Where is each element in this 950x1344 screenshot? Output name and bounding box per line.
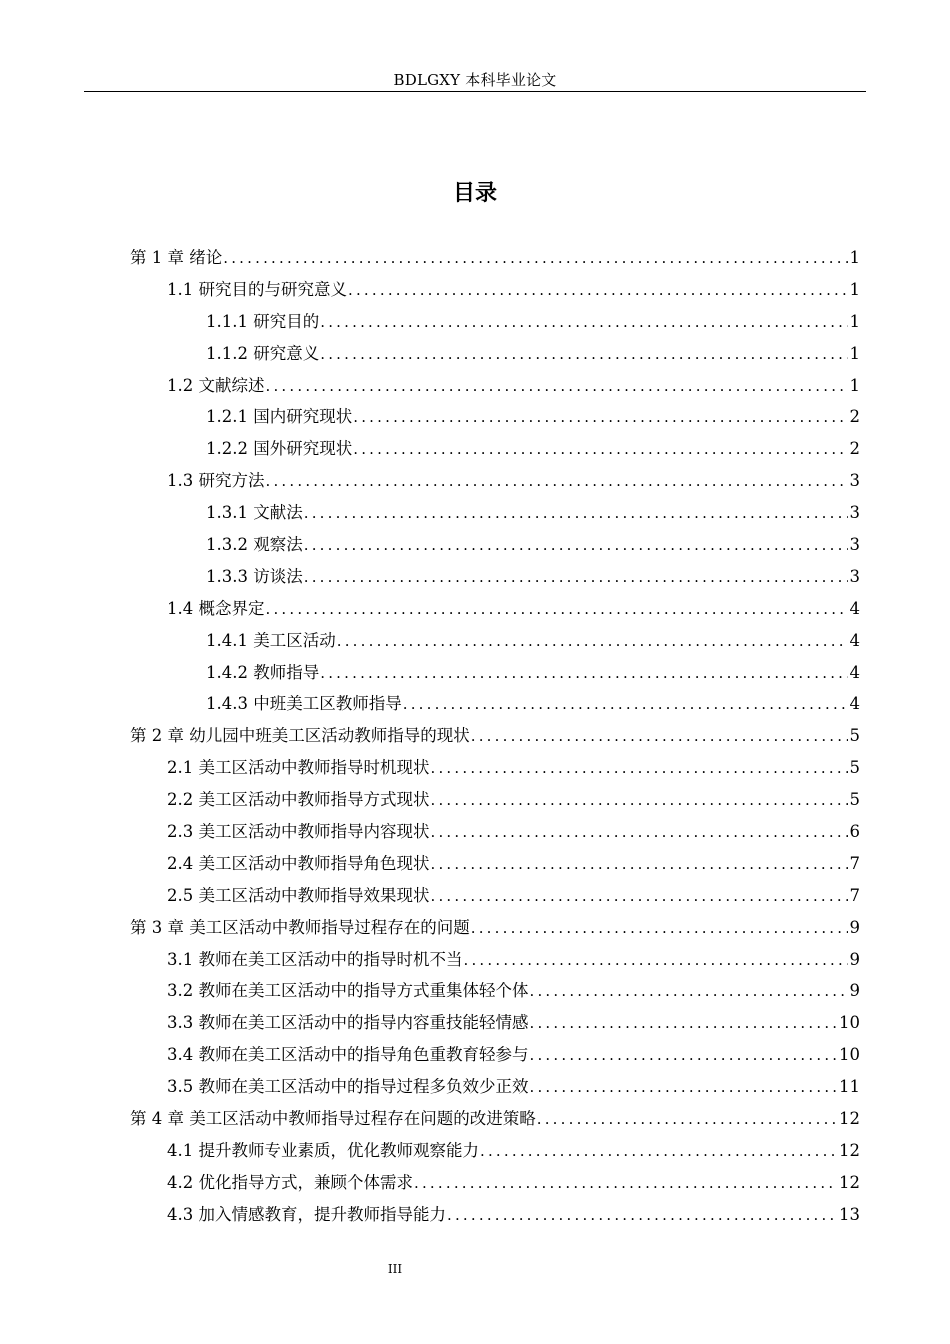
- toc-entry[interactable]: [130, 975, 860, 1007]
- toc-entry-title: 第 4 章 美工区活动中教师指导过程存在问题的改进策略: [130, 1109, 536, 1129]
- toc-entry-title: 4.3 加入情感教育，提升教师指导能力: [167, 1204, 446, 1224]
- toc-entry-title: 1.4.2 教师指导: [206, 662, 320, 682]
- toc-entry-title: 1.1.1 研究目的: [206, 311, 320, 331]
- toc-entry[interactable]: [130, 274, 860, 306]
- toc-entry[interactable]: [130, 880, 860, 912]
- toc-entry[interactable]: [130, 497, 860, 529]
- toc-entry-title: 1.3.1 文献法: [206, 503, 303, 523]
- toc-dot-leader: [304, 530, 848, 562]
- toc-entry-page: 4: [849, 694, 860, 714]
- toc-entry[interactable]: [130, 1071, 860, 1103]
- toc-entry-title: 1.2 文献综述: [167, 375, 265, 395]
- toc-dot-leader: [337, 626, 848, 658]
- header-rule: [84, 91, 866, 92]
- toc-entry-page: 1: [849, 343, 860, 363]
- toc-dot-leader: [530, 1008, 838, 1040]
- toc-entry-page: 11: [839, 1077, 860, 1097]
- toc-dot-leader: [537, 1104, 837, 1136]
- toc-entry-title: 3.2 教师在美工区活动中的指导方式重集体轻个体: [167, 981, 529, 1001]
- toc-entry-title: 1.3.2 观察法: [206, 535, 303, 555]
- toc-entry-page: 3: [849, 471, 860, 491]
- toc-dot-leader: [223, 243, 847, 275]
- toc-entry-title: 1.2.2 国外研究现状: [206, 439, 353, 459]
- toc-entry-page: 5: [849, 758, 860, 778]
- toc-entry-page: 10: [839, 1045, 860, 1065]
- toc-entry[interactable]: [130, 1103, 860, 1135]
- toc-entry-page: 4: [849, 598, 860, 618]
- toc-dot-leader: [431, 849, 848, 881]
- toc-entry-title: 2.1 美工区活动中教师指导时机现状: [167, 758, 430, 778]
- toc-dot-leader: [266, 371, 848, 403]
- toc-entry-title: 第 3 章 美工区活动中教师指导过程存在的问题: [130, 917, 470, 937]
- toc-entry-page: 2: [849, 439, 860, 459]
- toc-entry-title: 1.3 研究方法: [167, 471, 265, 491]
- toc-entry[interactable]: [130, 816, 860, 848]
- toc-dot-leader: [353, 434, 847, 466]
- toc-entry[interactable]: [130, 657, 860, 689]
- toc-entry[interactable]: [130, 1167, 860, 1199]
- toc-entry-title: 2.4 美工区活动中教师指导角色现状: [167, 853, 430, 873]
- toc-entry-title: 3.4 教师在美工区活动中的指导角色重教育轻参与: [167, 1045, 529, 1065]
- toc-entry[interactable]: [130, 720, 860, 752]
- toc-dot-leader: [304, 562, 848, 594]
- toc-entry-title: 2.3 美工区活动中教师指导内容现状: [167, 822, 430, 842]
- toc-entry-title: 3.5 教师在美工区活动中的指导过程多负效少正效: [167, 1077, 529, 1097]
- toc-entry[interactable]: [130, 912, 860, 944]
- toc-dot-leader: [431, 881, 848, 913]
- toc-entry[interactable]: [130, 433, 860, 465]
- toc-entry-page: 12: [839, 1109, 860, 1129]
- page-header: BDLGXY 本科毕业论文: [393, 71, 557, 89]
- toc-entry-page: 2: [849, 407, 860, 427]
- toc-entry[interactable]: [130, 401, 860, 433]
- toc-dot-leader: [353, 402, 847, 434]
- toc-dot-leader: [414, 1168, 837, 1200]
- table-of-contents: [130, 242, 860, 1231]
- toc-entry-title: 1.1 研究目的与研究意义: [167, 279, 347, 299]
- toc-entry[interactable]: [130, 784, 860, 816]
- toc-entry[interactable]: [130, 848, 860, 880]
- toc-entry-title: 第 1 章 绪论: [130, 248, 223, 267]
- toc-entry-title: 1.4 概念界定: [167, 598, 265, 618]
- toc-dot-leader: [471, 721, 848, 753]
- toc-dot-leader: [304, 498, 848, 530]
- toc-entry[interactable]: [130, 593, 860, 625]
- toc-dot-leader: [320, 307, 847, 339]
- toc-dot-leader: [530, 1040, 838, 1072]
- toc-dot-leader: [431, 817, 848, 849]
- toc-entry-page: 1: [849, 248, 860, 267]
- page-number: III: [387, 1262, 403, 1276]
- toc-entry[interactable]: [130, 529, 860, 561]
- toc-entry-page: 10: [839, 1013, 860, 1033]
- toc-entry-page: 13: [839, 1204, 860, 1224]
- toc-entry-page: 3: [849, 566, 860, 586]
- toc-entry[interactable]: [130, 561, 860, 593]
- toc-entry-page: 4: [849, 662, 860, 682]
- toc-entry[interactable]: [130, 1007, 860, 1039]
- toc-entry-page: 3: [849, 535, 860, 555]
- toc-entry-title: 3.3 教师在美工区活动中的指导内容重技能轻情感: [167, 1013, 529, 1033]
- toc-entry-page: 7: [849, 853, 860, 873]
- toc-entry-page: 5: [849, 726, 860, 746]
- toc-dot-leader: [320, 658, 847, 690]
- toc-dot-leader: [266, 594, 848, 626]
- toc-entry-title: 1.3.3 访谈法: [206, 566, 303, 586]
- toc-dot-leader: [530, 976, 848, 1008]
- toc-entry-page: 9: [849, 949, 860, 969]
- toc-entry-page: 12: [839, 1140, 860, 1160]
- toc-entry-title: 3.1 教师在美工区活动中的指导时机不当: [167, 949, 463, 969]
- toc-entry[interactable]: [130, 752, 860, 784]
- toc-entry-title: 1.4.3 中班美工区教师指导: [206, 694, 402, 714]
- toc-dot-leader: [403, 689, 848, 721]
- toc-entry[interactable]: [130, 1135, 860, 1167]
- toc-dot-leader: [266, 466, 848, 498]
- toc-entry-page: 7: [849, 885, 860, 905]
- toc-entry-title: 4.1 提升教师专业素质，优化教师观察能力: [167, 1140, 479, 1160]
- toc-dot-leader: [320, 339, 847, 371]
- toc-dot-leader: [464, 945, 848, 977]
- toc-dot-leader: [348, 275, 848, 307]
- toc-dot-leader: [431, 785, 848, 817]
- toc-dot-leader: [530, 1072, 838, 1104]
- toc-dot-leader: [447, 1200, 837, 1232]
- toc-dot-leader: [471, 913, 848, 945]
- toc-entry[interactable]: [130, 944, 860, 976]
- toc-entry-title: 4.2 优化指导方式，兼顾个体需求: [167, 1172, 413, 1192]
- toc-entry[interactable]: [130, 338, 860, 370]
- toc-entry-title: 1.4.1 美工区活动: [206, 630, 336, 650]
- toc-entry-title: 1.2.1 国内研究现状: [206, 407, 353, 427]
- toc-entry[interactable]: [130, 1199, 860, 1231]
- toc-entry-page: 4: [849, 630, 860, 650]
- toc-entry-title: 2.5 美工区活动中教师指导效果现状: [167, 885, 430, 905]
- toc-entry-page: 6: [849, 822, 860, 842]
- toc-entry[interactable]: [130, 370, 860, 402]
- toc-entry-page: 1: [849, 375, 860, 395]
- toc-entry-page: 1: [849, 311, 860, 331]
- toc-entry-title: 1.1.2 研究意义: [206, 343, 320, 363]
- toc-entry[interactable]: [130, 465, 860, 497]
- toc-entry-page: 3: [849, 503, 860, 523]
- toc-entry-page: 5: [849, 790, 860, 810]
- page-title: 目录: [452, 181, 497, 206]
- toc-entry-title: 2.2 美工区活动中教师指导方式现状: [167, 790, 430, 810]
- toc-dot-leader: [431, 753, 848, 785]
- toc-dot-leader: [480, 1136, 837, 1168]
- toc-entry[interactable]: [130, 1039, 860, 1071]
- toc-entry[interactable]: [130, 688, 860, 720]
- toc-entry-page: 12: [839, 1172, 860, 1192]
- toc-entry-page: 1: [849, 279, 860, 299]
- toc-entry[interactable]: [130, 306, 860, 338]
- toc-entry-title: 第 2 章 幼儿园中班美工区活动教师指导的现状: [130, 726, 470, 746]
- toc-entry[interactable]: [130, 625, 860, 657]
- toc-entry[interactable]: [130, 242, 860, 274]
- toc-entry-page: 9: [849, 917, 860, 937]
- toc-entry-page: 9: [849, 981, 860, 1001]
